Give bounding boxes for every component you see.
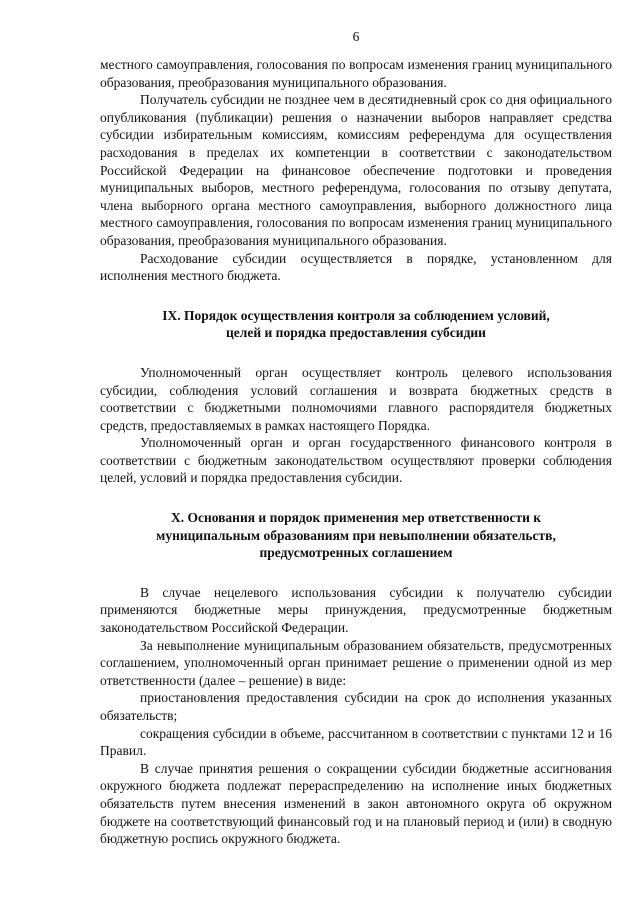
section-10-heading-line1: X. Основания и порядок применения мер ответственности к <box>170 510 542 526</box>
paragraph-control-authority: Уполномоченный орган осуществляет контроль целевого использования субсидии, соблюдения условий соглашения и возврата бюджетных средств в соответствии с бюджетными полномочиями главного распорядителя бюджетных средств, предоставляемых в рамках настоящего Порядка. <box>100 364 612 433</box>
paragraph-continuation: местного самоуправления, голосования по вопросам изменения границ муниципального образования, преобразования муниципального образования. <box>100 57 612 90</box>
section-9-heading-line1: IX. Порядок осуществления контроля за соблюдением условий, <box>162 307 550 323</box>
paragraph-subsidy-recipient: Получатель субсидии не позднее чем в десятидневный срок со дня официального опубликования (публикации) решения о назначении выборов направляет средства субсидии избирательным комиссиям, комиссиям референдума для осуществления расходования в пределах их компетенции в соответствии с законодательством Российской Федерации на финансовое обеспечение подготовки и проведения муниципальных выборов, местного референдума, голосования по отзыву депутата, члена выборного органа местного самоуправления, выборного должностного лица местного самоуправления, голосования по вопросам изменения границ муниципального образования, преобразования муниципального образования. <box>100 92 612 248</box>
section-10-heading-line3: предусмотренных соглашением <box>259 545 453 561</box>
page-number: 6 <box>352 29 360 44</box>
paragraph-subsidy-spending: Расходование субсидии осуществляется в порядке, установленном для исполнения местного бюджета. <box>100 250 612 284</box>
paragraph-non-fulfilment: За невыполнение муниципальным образованием обязательств, предусмотренных соглашением, уполномоченный орган принимает решение о применении одной из мер ответственности (далее – решение) в виде: <box>100 637 612 688</box>
paragraph-reallocation: В случае принятия решения о сокращении субсидии бюджетные ассигнования окружного бюджета подлежат перераспределению на исполнение иных бюджетных обязательств путем внесения изменений в закон автономного округа об окружном бюджете на соответствующий финансовый год и на плановый период и (или) в сводную бюджетную роспись окружного бюджета. <box>100 760 612 847</box>
document-page <box>100 28 612 848</box>
section-10-heading <box>100 509 612 562</box>
section-10-heading-line2: муниципальным образованиям при невыполнении обязательств, <box>156 527 556 543</box>
paragraph-suspension: приостановления предоставления субсидии на срок до исполнения указанных обязательств; <box>100 690 612 723</box>
paragraph-state-financial-control: Уполномоченный орган и орган государственного финансового контроля в соответствии с бюджетным законодательством осуществляют проверки соблюдения целей, условий и порядка предоставления субсидии. <box>100 435 612 486</box>
paragraph-misuse: В случае нецелевого использования субсидии к получателю субсидии применяются бюджетные меры принуждения, предусмотренные бюджетным законодательством Российской Федерации. <box>100 584 612 636</box>
section-9-heading-line2: целей и порядка предоставления субсидии <box>226 325 486 341</box>
paragraph-reduction: сокращения субсидии в объеме, рассчитанном в соответствии с пунктами 12 и 16 Правил. <box>100 725 612 759</box>
section-9-heading <box>100 307 612 342</box>
